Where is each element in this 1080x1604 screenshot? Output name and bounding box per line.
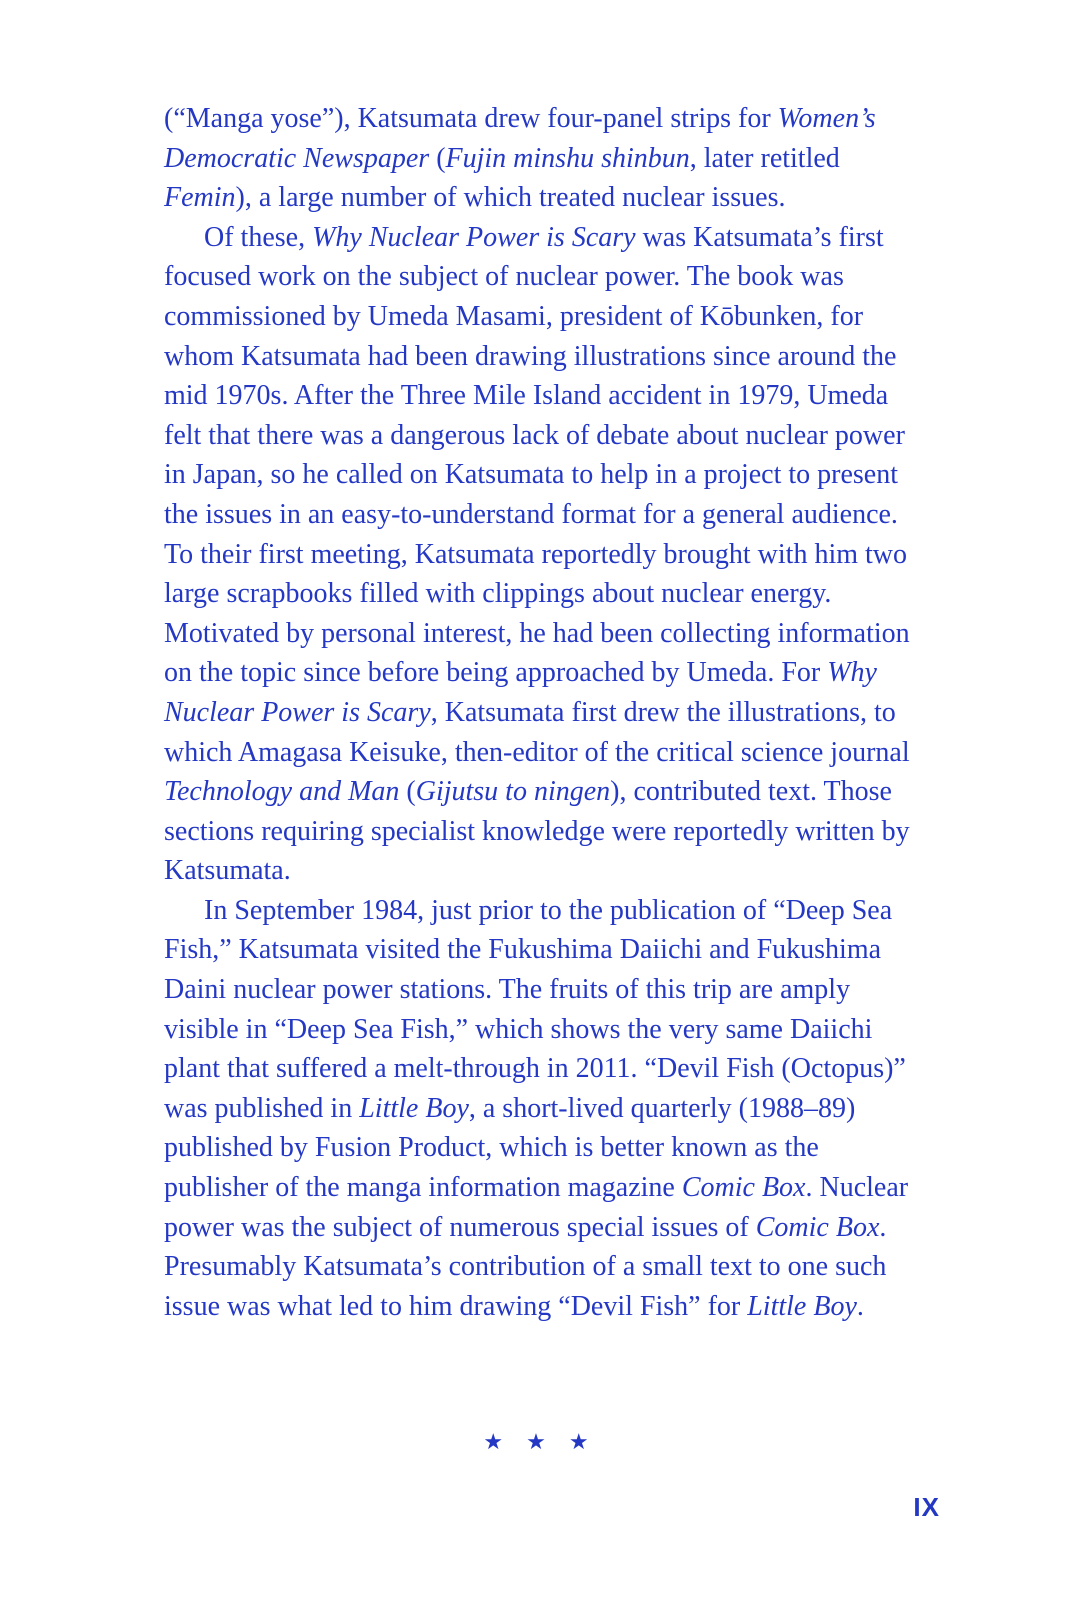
text-run: . (856, 1290, 864, 1322)
italic-title: Femin (164, 182, 236, 214)
italic-title: Comic Box (755, 1211, 880, 1243)
italic-title: Why Nuclear Power is Scary (164, 657, 877, 728)
text-run: ( (429, 142, 446, 174)
italic-title: Little Boy (747, 1290, 857, 1322)
section-break-stars: ★ ★ ★ (483, 1430, 597, 1455)
italic-title: Little Boy (359, 1092, 469, 1124)
text-run: Of these, (204, 221, 313, 253)
text-run: , a short-lived quarterly (1988–89) published by Fusion Product, which is better known as the publisher of the manga information magazine (164, 1092, 856, 1204)
text-run: ), a large number of which treated nuclear issues. (235, 182, 786, 214)
italic-title: Comic Box (681, 1172, 806, 1204)
text-run: , Katsumata first drew the illustrations, to which Amagasa Keisuke, then-editor of the critical science journal (164, 696, 910, 768)
text-run: ), contributed text. Those sections requiring specialist knowledge were reportedly written by Katsumata. (164, 776, 910, 887)
body-text (164, 99, 930, 1326)
text-run: was Katsumata’s first focused work on the subject of nuclear power. The book was commissioned by Umeda Masami, president of Kōbunken, for whom Katsumata had been drawing illustrations since around the mid 1970s. After the Three Mile Island accident in 1979, Umeda felt that there was a dangerous lack of debate about nuclear power in Japan, so he called on Katsumata to help in a project to present the issues in an easy-to-understand format for a general audience. To their first meeting, Katsumata reportedly brought with him two large scrapbooks filled with clippings about nuclear energy. Motivated by personal interest, he had been collecting information on the topic since before being approached by Umeda. For (164, 221, 910, 689)
italic-title: Fujin minshu shinbun (445, 142, 690, 174)
text-run: ( (399, 776, 416, 808)
paragraph-1 (164, 99, 930, 218)
italic-title: Technology and Man (164, 776, 400, 808)
page-number: IX (913, 1492, 940, 1522)
italic-title: Gijutsu to ningen (415, 776, 611, 808)
italic-title: Why Nuclear Power is Scary (312, 221, 636, 253)
paragraph-2 (164, 218, 930, 891)
text-run: . Presumably Katsumata’s contribution of a small text to one such issue was what led to him drawing “Devil Fish” for (164, 1211, 887, 1322)
text-run: . Nuclear power was the subject of numerous special issues of (164, 1172, 909, 1243)
paragraph-3 (164, 891, 930, 1327)
text-run: (“Manga yose”), Katsumata drew four-panel strips for (164, 103, 778, 134)
text-run: , later retitled (689, 142, 840, 174)
text-run: In September 1984, just prior to the publication of “Deep Sea Fish,” Katsumata visited the Fukushima Daiichi and Fukushima Daini nuclear power stations. The fruits of this trip are amply visible in “Deep Sea Fish,” which shows the very same Daiichi plant that suffered a melt-through in 2011. “Devil Fish (Octopus)” was published in (164, 894, 906, 1124)
italic-title: Women’s Democratic Newspaper (164, 103, 876, 174)
